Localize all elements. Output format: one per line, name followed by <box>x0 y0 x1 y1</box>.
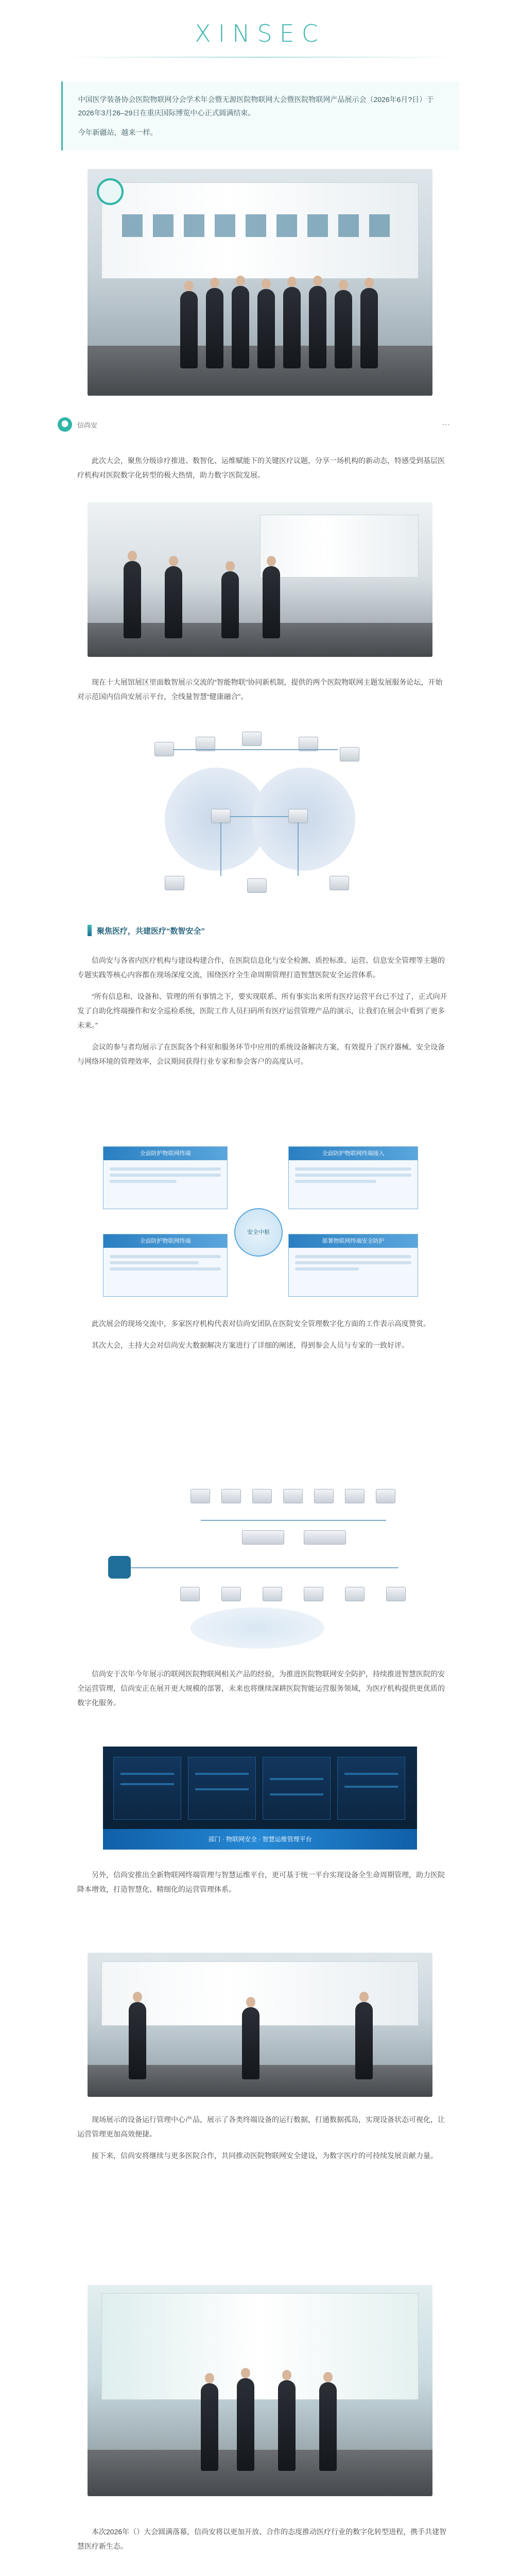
paragraph: 现在十大展馆展区里面数智展示交流的“智能物联”协同新机制，提供的两个医院物联网主题发展服务论坛，开始对示范国内信尚安展示平台，全线量智慧“健康融合”。 <box>77 678 443 701</box>
card: 全面防护物联网终端接入 <box>288 1146 418 1209</box>
exhibition-visitors-photo <box>88 502 432 657</box>
more-icon[interactable]: ⋯ <box>442 420 450 429</box>
paragraph-block-5 <box>77 1667 448 1717</box>
paragraph: 信尚安于次年今年展示的联网医院物联网相关产品的经验，为推进医院物联网安全防护，持续推进智慧医院的安全运营管理，信尚安正在展开更大规模的部署，未来也将继续深耕医院智能运营服务领域，为医疗机构提供更优质的数字化服务。 <box>77 1670 445 1707</box>
paragraph-block-8 <box>77 2524 448 2561</box>
intro-lead: 中国医学装备协会医院物联网分会学术年会暨无源医院物联网大会暨医院物联网产品展示会（2026年6月?日）于2026年3月26–29日在重庆国际博览中心正式圆满结束。 <box>78 95 434 117</box>
paragraph: 接下来，信尚安将继续与更多医院合作，共同推动医院物联网安全建设，为数字医疗的可持续发展贡献力量。 <box>92 2151 438 2160</box>
card: 全面防护物联网终端 <box>103 1234 228 1297</box>
paragraph-block-4 <box>77 1316 448 1360</box>
paragraph: 会议的参与者均展示了在医院各个科室和服务环节中应用的系统设备解决方案，有效提升了医疗器械、安全设备与网络环境的管理效率，会议期间获得行业专家和参会客户的高度认可。 <box>77 1043 445 1065</box>
paragraph: 此次展会的现场交流中，多家医疗机构代表对信尚安团队在医院安全管理数字化方面的工作表示高度赞赏。 <box>92 1319 430 1328</box>
card: 部署物联网终端安全防护 <box>288 1234 418 1297</box>
booth-logo-icon <box>97 178 124 205</box>
paragraph-block-6 <box>77 1868 448 1904</box>
device-topology-diagram <box>88 1484 432 1654</box>
paragraph: “所有信息和、设备和、管理的所有事情之下，要实现联系、所有事实出来所有医疗运营平台已不过了，正式向开发了自助化终端操作和安全巡检系统，医院工作人员扫码所有医疗运营管理产品的演示，让我们在展会中看到了更多未来。” <box>77 992 447 1029</box>
dashboard-screens <box>103 1747 417 1850</box>
byline <box>58 417 450 432</box>
brand-title: XINSEC <box>195 20 325 47</box>
paragraph-block-3 <box>77 953 448 1076</box>
center-hub: 安全中枢 <box>234 1208 283 1257</box>
paragraph-block-7 <box>77 2112 448 2170</box>
hub-icon <box>108 1556 131 1579</box>
paragraph-block-2 <box>77 675 448 711</box>
author-avatar <box>58 417 72 432</box>
paragraph: 信尚安与各省内医疗机构与建设构建合作，在医院信息化与安全检测、质控标准、运营、信息安全管理等主题的专题实践等核心内容都在现场深度交流，围绕医疗全生命周期管理打造智慧医院安全运营体系。 <box>77 956 445 979</box>
card: 全面防护物联网终端 <box>103 1146 228 1209</box>
dashboard-band: 部门 · 物联网安全 · 智慧运维管理平台 <box>103 1829 417 1850</box>
exhibit-hall-photo <box>88 2285 432 2496</box>
booth-staff-photo <box>88 1953 432 2097</box>
section-bar-icon <box>88 925 92 936</box>
paragraph: 其次大会，主持大会对信尚安大数据解决方案进行了详细的阐述，得到参会人员与专家的一致好评。 <box>92 1341 409 1349</box>
paragraph-block-1 <box>77 453 448 489</box>
network-topology-diagram <box>134 721 386 896</box>
paragraph: 另外，信尚安推出全新物联网终端管理与智慧运维平台，更可基于统一平台实现设备全生命周期管理，助力医院降本增效，打造智慧化、精细化的运营管理体系。 <box>77 1871 445 1893</box>
booth-group-photo <box>88 169 432 396</box>
paragraph: 本次2026年（）大会圆满落幕，信尚安将以更加开放、合作的态度推动医疗行业的数字化转型进程，携手共建智慧医疗新生态。 <box>77 2528 447 2550</box>
paragraph: 此次大会，聚焦分级诊疗推进、数智化、运维赋能下的关键医疗议题，分享一场机构的新动态，特感受到基层医疗机构对医院数字化转型的极大热情，助力数字医院发展。 <box>77 456 445 479</box>
paragraph: 现场展示的设备运行管理中心产品，展示了各类终端设备的运行数据，打通数据孤岛，实现设备状态可视化，让运营管理更加高效便捷。 <box>77 2115 445 2138</box>
brand-divider <box>64 57 456 58</box>
intro-box <box>61 81 459 150</box>
section-heading: 聚焦医疗，共建医疗“数智安全” <box>88 925 205 936</box>
intro-closing: 今年新疆站，越来一样。 <box>78 128 158 137</box>
product-cards-diagram <box>103 1146 417 1296</box>
author-name[interactable]: 信尚安 <box>77 421 98 429</box>
